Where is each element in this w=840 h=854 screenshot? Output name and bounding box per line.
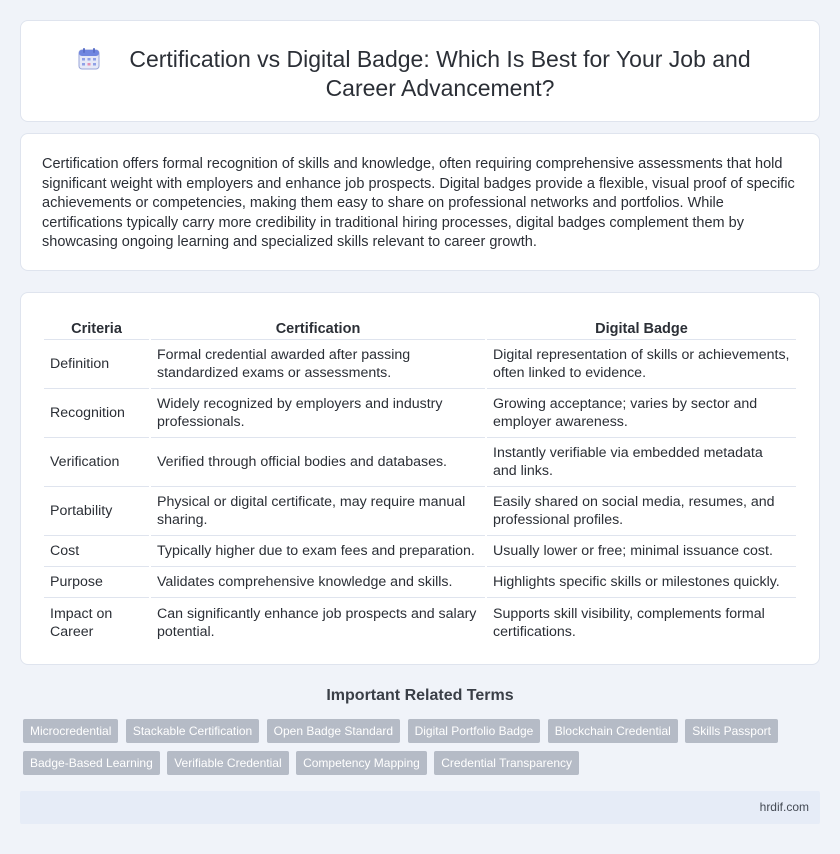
intro-paragraph: Certification offers formal recognition of skills and knowledge, often requiring comprehensive assessments that hold significant weight with employers and enhance job prospects. Digital badges provide a flexible, visual proof of specific achievements or competencies, making them easy to share on professional networks and portfolios. While certifications typically carry more credibility in traditional hiring processes, digital badges complement them by showcasing ongoing learning and specialized skills relevant to career growth. (42, 156, 795, 251)
table-row (44, 567, 796, 598)
tag-digital-portfolio-badge[interactable]: Digital Portfolio Badge (408, 719, 541, 743)
row-criteria: Impact on Career (50, 605, 113, 640)
tag-open-badge-standard[interactable]: Open Badge Standard (267, 719, 400, 743)
tag-badge-based-learning[interactable]: Badge-Based Learning (23, 751, 160, 775)
tag-blockchain-credential[interactable]: Blockchain Credential (548, 719, 678, 743)
row-certification: Widely recognized by employers and industry professionals. (151, 389, 485, 438)
table-row (44, 487, 796, 536)
row-criteria: Recognition (44, 389, 149, 438)
row-digital-badge: Highlights specific skills or milestones quickly. (487, 567, 796, 598)
related-terms-title: Important Related Terms (326, 687, 514, 704)
tag-credential-transparency[interactable]: Credential Transparency (434, 751, 579, 775)
row-criteria: Purpose (44, 567, 149, 598)
row-digital-badge: Instantly verifiable via embedded metadata and links. (487, 438, 796, 487)
page-title-wrap (21, 45, 819, 103)
tag-skills-passport[interactable]: Skills Passport (685, 719, 778, 743)
page-title: Certification vs Digital Badge: Which Is Best for Your Job and Career Advancement? (129, 46, 751, 101)
tag-stackable-certification[interactable]: Stackable Certification (126, 719, 259, 743)
table-row (44, 389, 796, 438)
table-row (44, 438, 796, 487)
related-terms-tags (23, 719, 803, 783)
row-digital-badge: Supports skill visibility, complements formal certifications. (493, 605, 765, 640)
footer (20, 791, 820, 824)
row-criteria: Cost (44, 536, 149, 567)
title-card (20, 20, 820, 122)
row-certification: Can significantly enhance job prospects and salary potential. (157, 605, 477, 640)
header-criteria: Criteria (44, 314, 149, 340)
row-criteria: Definition (44, 340, 149, 389)
tag-verifiable-credential[interactable]: Verifiable Credential (167, 751, 288, 775)
row-certification: Formal credential awarded after passing standardized exams or assessments. (151, 340, 485, 389)
table-row (44, 536, 796, 567)
table-row (44, 598, 796, 647)
header-digital-badge: Digital Badge (487, 314, 796, 340)
tag-microcredential[interactable]: Microcredential (23, 719, 118, 743)
row-digital-badge: Usually lower or free; minimal issuance cost. (487, 536, 796, 567)
row-digital-badge: Easily shared on social media, resumes, and professional profiles. (487, 487, 796, 536)
row-digital-badge: Digital representation of skills or achievements, often linked to evidence. (487, 340, 796, 389)
header-certification: Certification (151, 314, 485, 340)
table-row (44, 340, 796, 389)
row-certification: Physical or digital certificate, may require manual sharing. (151, 487, 485, 536)
comparison-table (42, 314, 798, 647)
comparison-card (20, 292, 820, 665)
row-certification: Validates comprehensive knowledge and skills. (151, 567, 485, 598)
row-certification: Verified through official bodies and databases. (151, 438, 485, 487)
tag-competency-mapping[interactable]: Competency Mapping (296, 751, 427, 775)
row-certification: Typically higher due to exam fees and preparation. (151, 536, 485, 567)
footer-site-link[interactable]: hrdif.com (759, 800, 809, 814)
row-digital-badge: Growing acceptance; varies by sector and employer awareness. (487, 389, 796, 438)
row-criteria: Portability (44, 487, 149, 536)
intro-card (20, 133, 820, 271)
table-header-row (44, 314, 796, 340)
row-criteria: Verification (44, 438, 149, 487)
